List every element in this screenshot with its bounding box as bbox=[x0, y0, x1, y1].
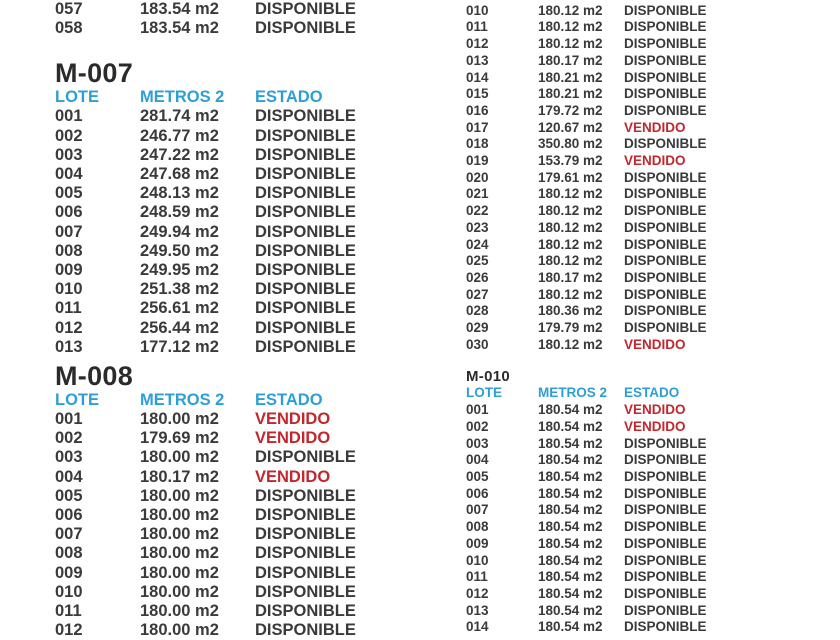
lot-area: 180.54 m2 bbox=[538, 418, 603, 434]
lot-status: DISPONIBLE bbox=[255, 241, 356, 260]
lot-area: 180.12 m2 bbox=[538, 203, 603, 219]
lot-status: DISPONIBLE bbox=[255, 280, 356, 299]
lot-status: DISPONIBLE bbox=[624, 320, 707, 336]
lot-status: DISPONIBLE bbox=[624, 585, 707, 601]
lot-number: 011 bbox=[55, 602, 82, 621]
lot-area: 180.00 m2 bbox=[140, 621, 219, 640]
lot-status: DISPONIBLE bbox=[255, 126, 356, 145]
lot-row bbox=[55, 203, 395, 222]
lot-row bbox=[466, 586, 766, 603]
lot-area: 180.17 m2 bbox=[538, 269, 603, 285]
lot-area: 183.54 m2 bbox=[140, 19, 219, 38]
lot-number: 008 bbox=[55, 544, 83, 563]
lot-number: 012 bbox=[466, 585, 489, 601]
lot-area: 180.12 m2 bbox=[538, 19, 603, 35]
lot-area: 256.44 m2 bbox=[140, 318, 219, 337]
lot-number: 021 bbox=[466, 186, 489, 202]
lot-row bbox=[466, 36, 766, 53]
lot-row bbox=[466, 436, 766, 453]
lot-status: DISPONIBLE bbox=[255, 486, 356, 505]
lot-area: 180.17 m2 bbox=[538, 52, 603, 68]
lot-row bbox=[55, 299, 395, 318]
section-title-m-010: M-010 bbox=[466, 368, 511, 386]
lot-number: 007 bbox=[55, 525, 83, 544]
lot-area: 180.54 m2 bbox=[538, 535, 603, 551]
lot-area: 177.12 m2 bbox=[140, 337, 219, 356]
lot-area: 180.12 m2 bbox=[538, 236, 603, 252]
lot-area: 249.50 m2 bbox=[140, 241, 219, 260]
lot-number: 013 bbox=[466, 52, 489, 68]
lot-number: 001 bbox=[55, 410, 83, 429]
lot-area: 180.12 m2 bbox=[538, 2, 603, 18]
lot-status: VENDIDO bbox=[255, 429, 331, 448]
lot-number: 003 bbox=[466, 435, 489, 451]
lot-area: 183.54 m2 bbox=[140, 0, 219, 18]
lot-area: 350.80 m2 bbox=[538, 136, 603, 152]
lot-number: 009 bbox=[466, 535, 489, 551]
lot-status: DISPONIBLE bbox=[624, 253, 707, 269]
lot-area: 180.21 m2 bbox=[538, 86, 603, 102]
lot-row bbox=[466, 486, 766, 503]
lot-number: 008 bbox=[466, 519, 489, 535]
lot-status: DISPONIBLE bbox=[624, 452, 707, 468]
lot-number: 014 bbox=[466, 619, 489, 635]
lot-row bbox=[466, 153, 766, 170]
lot-number: 002 bbox=[55, 126, 83, 145]
lot-area: 180.17 m2 bbox=[140, 467, 219, 486]
lot-area: 180.54 m2 bbox=[538, 519, 603, 535]
lot-number: 006 bbox=[466, 485, 489, 501]
lot-area: 180.54 m2 bbox=[538, 569, 603, 585]
lot-status: DISPONIBLE bbox=[624, 19, 707, 35]
lot-number: 001 bbox=[466, 402, 489, 418]
lot-number: 013 bbox=[466, 602, 489, 618]
lot-number: 019 bbox=[466, 153, 489, 169]
lot-area: 180.00 m2 bbox=[140, 544, 219, 563]
lot-area: 180.12 m2 bbox=[538, 219, 603, 235]
lot-status: DISPONIBLE bbox=[255, 222, 356, 241]
col-header-metros: METROS 2 bbox=[140, 391, 225, 410]
col-header-metros: METROS 2 bbox=[140, 88, 225, 107]
lot-row bbox=[55, 544, 395, 563]
lot-area: 179.79 m2 bbox=[538, 320, 603, 336]
lot-area: 247.22 m2 bbox=[140, 145, 219, 164]
lot-row bbox=[55, 583, 395, 602]
lot-area: 180.12 m2 bbox=[538, 286, 603, 302]
lot-row bbox=[55, 487, 395, 506]
lot-number: 011 bbox=[55, 299, 82, 318]
lot-row bbox=[55, 621, 395, 640]
lot-number: 003 bbox=[55, 448, 83, 467]
lot-row bbox=[55, 242, 395, 261]
lot-row bbox=[55, 525, 395, 544]
lot-row bbox=[55, 165, 395, 184]
lot-number: 007 bbox=[466, 502, 489, 518]
lot-row bbox=[466, 186, 766, 203]
lot-row bbox=[466, 203, 766, 220]
lot-status: VENDIDO bbox=[255, 410, 331, 429]
lot-status: DISPONIBLE bbox=[255, 261, 356, 280]
lot-status: DISPONIBLE bbox=[624, 236, 707, 252]
lot-status: DISPONIBLE bbox=[624, 519, 707, 535]
lot-row bbox=[466, 452, 766, 469]
lot-row bbox=[466, 536, 766, 553]
lot-row bbox=[55, 410, 395, 429]
lot-area: 249.95 m2 bbox=[140, 261, 219, 280]
lot-status: DISPONIBLE bbox=[255, 602, 356, 621]
lot-area: 180.54 m2 bbox=[538, 619, 603, 635]
lot-number: 018 bbox=[466, 136, 489, 152]
lot-status: DISPONIBLE bbox=[624, 203, 707, 219]
lot-number: 016 bbox=[466, 102, 489, 118]
lot-status: DISPONIBLE bbox=[255, 145, 356, 164]
lot-row bbox=[466, 337, 766, 354]
lot-number: 002 bbox=[466, 418, 489, 434]
lot-status: DISPONIBLE bbox=[624, 569, 707, 585]
lot-area: 180.54 m2 bbox=[538, 502, 603, 518]
lot-row bbox=[466, 569, 766, 586]
lot-status: VENDIDO bbox=[255, 467, 331, 486]
lot-number: 010 bbox=[466, 2, 489, 18]
lot-area: 180.21 m2 bbox=[538, 69, 603, 85]
lot-status: DISPONIBLE bbox=[255, 582, 356, 601]
section-block-continued-top-right bbox=[466, 0, 766, 353]
lot-status: DISPONIBLE bbox=[624, 502, 707, 518]
lot-area: 179.61 m2 bbox=[538, 169, 603, 185]
lot-row bbox=[466, 469, 766, 486]
lot-status: DISPONIBLE bbox=[624, 435, 707, 451]
lot-row bbox=[466, 303, 766, 320]
lot-status: DISPONIBLE bbox=[624, 468, 707, 484]
lot-area: 246.77 m2 bbox=[140, 126, 219, 145]
lot-area: 180.12 m2 bbox=[538, 253, 603, 269]
lot-area: 180.00 m2 bbox=[140, 582, 219, 601]
lot-status: DISPONIBLE bbox=[255, 337, 356, 356]
lot-status: DISPONIBLE bbox=[255, 0, 356, 18]
lot-status: DISPONIBLE bbox=[255, 621, 356, 640]
lot-status: DISPONIBLE bbox=[255, 184, 356, 203]
lot-row bbox=[466, 287, 766, 304]
right-column bbox=[466, 0, 766, 636]
lot-status: DISPONIBLE bbox=[624, 136, 707, 152]
lot-number: 030 bbox=[466, 336, 489, 352]
lot-row bbox=[55, 280, 395, 299]
lot-row bbox=[55, 261, 395, 280]
lot-row bbox=[466, 170, 766, 187]
col-header-lote: LOTE bbox=[466, 385, 502, 401]
lot-number: 010 bbox=[55, 582, 83, 601]
lot-status: DISPONIBLE bbox=[255, 448, 356, 467]
lot-status: DISPONIBLE bbox=[624, 303, 707, 319]
col-header-estado: ESTADO bbox=[255, 391, 323, 410]
lot-row bbox=[466, 519, 766, 536]
lot-number: 009 bbox=[55, 261, 83, 280]
lot-status: DISPONIBLE bbox=[255, 19, 356, 38]
lot-area: 180.12 m2 bbox=[538, 36, 603, 52]
lot-area: 180.54 m2 bbox=[538, 452, 603, 468]
lot-number: 015 bbox=[466, 86, 489, 102]
section-m-007 bbox=[55, 58, 395, 357]
lot-number: 008 bbox=[55, 241, 83, 260]
lot-status: DISPONIBLE bbox=[624, 619, 707, 635]
col-header-metros: METROS 2 bbox=[538, 385, 608, 401]
lot-status: DISPONIBLE bbox=[624, 36, 707, 52]
lot-row bbox=[466, 419, 766, 436]
lot-row bbox=[466, 270, 766, 287]
lot-area: 180.54 m2 bbox=[538, 468, 603, 484]
section-title-m-008: M-008 bbox=[55, 361, 134, 392]
lot-row bbox=[55, 448, 395, 467]
lot-area: 180.00 m2 bbox=[140, 506, 219, 525]
lot-number: 003 bbox=[55, 145, 83, 164]
lot-area: 180.54 m2 bbox=[538, 585, 603, 601]
lot-area: 180.54 m2 bbox=[538, 485, 603, 501]
lot-number: 011 bbox=[466, 19, 488, 35]
lot-row bbox=[55, 564, 395, 583]
lot-number: 006 bbox=[55, 203, 83, 222]
lot-status: DISPONIBLE bbox=[624, 102, 707, 118]
lot-status: DISPONIBLE bbox=[255, 107, 356, 126]
lot-number: 014 bbox=[466, 69, 489, 85]
lot-area: 180.54 m2 bbox=[538, 552, 603, 568]
lot-status: DISPONIBLE bbox=[255, 165, 356, 184]
lot-area: 248.13 m2 bbox=[140, 184, 219, 203]
lot-row bbox=[466, 53, 766, 70]
lot-status: DISPONIBLE bbox=[624, 169, 707, 185]
lot-area: 153.79 m2 bbox=[538, 153, 603, 169]
lot-number: 012 bbox=[55, 318, 83, 337]
lot-status: DISPONIBLE bbox=[624, 52, 707, 68]
lot-row bbox=[55, 506, 395, 525]
lot-number: 057 bbox=[55, 0, 83, 18]
lot-row bbox=[55, 338, 395, 357]
lot-status: DISPONIBLE bbox=[255, 299, 356, 318]
lot-row bbox=[466, 3, 766, 20]
left-column bbox=[55, 0, 395, 640]
lot-status: VENDIDO bbox=[624, 119, 686, 135]
section-m-010 bbox=[466, 368, 766, 636]
lot-row bbox=[466, 603, 766, 620]
lot-area: 180.54 m2 bbox=[538, 602, 603, 618]
lot-number: 012 bbox=[466, 36, 489, 52]
lot-area: 180.12 m2 bbox=[538, 186, 603, 202]
lot-status: DISPONIBLE bbox=[255, 506, 356, 525]
lot-area: 248.59 m2 bbox=[140, 203, 219, 222]
lot-area: 249.94 m2 bbox=[140, 222, 219, 241]
lot-area: 180.00 m2 bbox=[140, 563, 219, 582]
lot-row bbox=[55, 146, 395, 165]
lot-number: 017 bbox=[466, 119, 489, 135]
lot-number: 010 bbox=[466, 552, 489, 568]
lot-row bbox=[466, 253, 766, 270]
lot-number: 004 bbox=[466, 452, 489, 468]
table-header-row bbox=[55, 391, 395, 410]
lot-number: 058 bbox=[55, 19, 83, 38]
section-block-continued-top-left bbox=[55, 0, 395, 38]
lot-area: 180.54 m2 bbox=[538, 402, 603, 418]
lot-area: 179.72 m2 bbox=[538, 102, 603, 118]
lot-row bbox=[55, 127, 395, 146]
lot-area: 180.00 m2 bbox=[140, 486, 219, 505]
lot-row bbox=[466, 502, 766, 519]
lot-area: 180.00 m2 bbox=[140, 602, 219, 621]
lot-number: 022 bbox=[466, 203, 489, 219]
lot-number: 009 bbox=[55, 563, 83, 582]
lot-status: DISPONIBLE bbox=[255, 203, 356, 222]
lot-row bbox=[466, 120, 766, 137]
lot-number: 007 bbox=[55, 222, 83, 241]
lot-number: 026 bbox=[466, 269, 489, 285]
lot-number: 029 bbox=[466, 320, 489, 336]
lot-number: 005 bbox=[466, 468, 489, 484]
lot-row bbox=[55, 602, 395, 621]
lot-number: 024 bbox=[466, 236, 489, 252]
lot-row bbox=[466, 237, 766, 254]
lot-row bbox=[466, 220, 766, 237]
lot-number: 013 bbox=[55, 337, 83, 356]
lot-row bbox=[466, 86, 766, 103]
lot-status: DISPONIBLE bbox=[624, 552, 707, 568]
section-title-m-007: M-007 bbox=[55, 58, 134, 89]
lot-number: 020 bbox=[466, 169, 489, 185]
lot-status: DISPONIBLE bbox=[624, 219, 707, 235]
col-header-lote: LOTE bbox=[55, 391, 99, 410]
lot-status: DISPONIBLE bbox=[255, 563, 356, 582]
lot-status: DISPONIBLE bbox=[624, 186, 707, 202]
lot-number: 001 bbox=[55, 107, 83, 126]
lot-row bbox=[55, 107, 395, 126]
lot-status: DISPONIBLE bbox=[255, 544, 356, 563]
lot-row bbox=[55, 184, 395, 203]
lot-number: 004 bbox=[55, 165, 83, 184]
section-m-008 bbox=[55, 361, 395, 640]
lot-row bbox=[55, 223, 395, 242]
lot-area: 180.00 m2 bbox=[140, 525, 219, 544]
lot-area: 180.36 m2 bbox=[538, 303, 603, 319]
lot-number: 025 bbox=[466, 253, 489, 269]
lot-area: 180.00 m2 bbox=[140, 410, 219, 429]
lot-row bbox=[466, 320, 766, 337]
lot-area: 180.12 m2 bbox=[538, 336, 603, 352]
lot-number: 004 bbox=[55, 467, 83, 486]
lot-number: 006 bbox=[55, 506, 83, 525]
lot-row bbox=[466, 136, 766, 153]
col-header-lote: LOTE bbox=[55, 88, 99, 107]
lot-area: 247.68 m2 bbox=[140, 165, 219, 184]
table-header-row bbox=[55, 88, 395, 107]
lot-number: 005 bbox=[55, 486, 83, 505]
lot-status: DISPONIBLE bbox=[624, 86, 707, 102]
lot-row bbox=[55, 319, 395, 338]
lot-number: 028 bbox=[466, 303, 489, 319]
lot-status: VENDIDO bbox=[624, 418, 686, 434]
lot-row bbox=[55, 19, 395, 38]
lot-area: 120.67 m2 bbox=[538, 119, 603, 135]
lot-number: 011 bbox=[466, 569, 488, 585]
lot-row bbox=[466, 103, 766, 120]
lot-number: 002 bbox=[55, 429, 83, 448]
lot-area: 281.74 m2 bbox=[140, 107, 219, 126]
lot-status: VENDIDO bbox=[624, 402, 686, 418]
lot-number: 005 bbox=[55, 184, 83, 203]
lot-status: DISPONIBLE bbox=[624, 2, 707, 18]
lot-area: 179.69 m2 bbox=[140, 429, 219, 448]
lot-status: DISPONIBLE bbox=[624, 535, 707, 551]
lot-row bbox=[466, 19, 766, 36]
lot-status: VENDIDO bbox=[624, 153, 686, 169]
lot-status: DISPONIBLE bbox=[624, 485, 707, 501]
lot-area: 256.61 m2 bbox=[140, 299, 219, 318]
lot-status: VENDIDO bbox=[624, 336, 686, 352]
lot-row bbox=[55, 468, 395, 487]
lot-area: 180.00 m2 bbox=[140, 448, 219, 467]
lot-status: DISPONIBLE bbox=[624, 69, 707, 85]
lot-area: 251.38 m2 bbox=[140, 280, 219, 299]
lot-number: 023 bbox=[466, 219, 489, 235]
table-header-row bbox=[466, 385, 766, 402]
lot-status: DISPONIBLE bbox=[624, 602, 707, 618]
lot-row bbox=[466, 619, 766, 636]
lot-row bbox=[55, 429, 395, 448]
lot-number: 012 bbox=[55, 621, 83, 640]
lot-status: DISPONIBLE bbox=[624, 286, 707, 302]
lot-status: DISPONIBLE bbox=[255, 525, 356, 544]
lot-row bbox=[55, 0, 395, 19]
lot-row bbox=[466, 402, 766, 419]
col-header-estado: ESTADO bbox=[255, 88, 323, 107]
lot-status: DISPONIBLE bbox=[255, 318, 356, 337]
lot-number: 027 bbox=[466, 286, 489, 302]
lot-status: DISPONIBLE bbox=[624, 269, 707, 285]
lot-row bbox=[466, 553, 766, 570]
col-header-estado: ESTADO bbox=[624, 385, 680, 401]
lot-area: 180.54 m2 bbox=[538, 435, 603, 451]
lot-number: 010 bbox=[55, 280, 83, 299]
lot-row bbox=[466, 70, 766, 87]
